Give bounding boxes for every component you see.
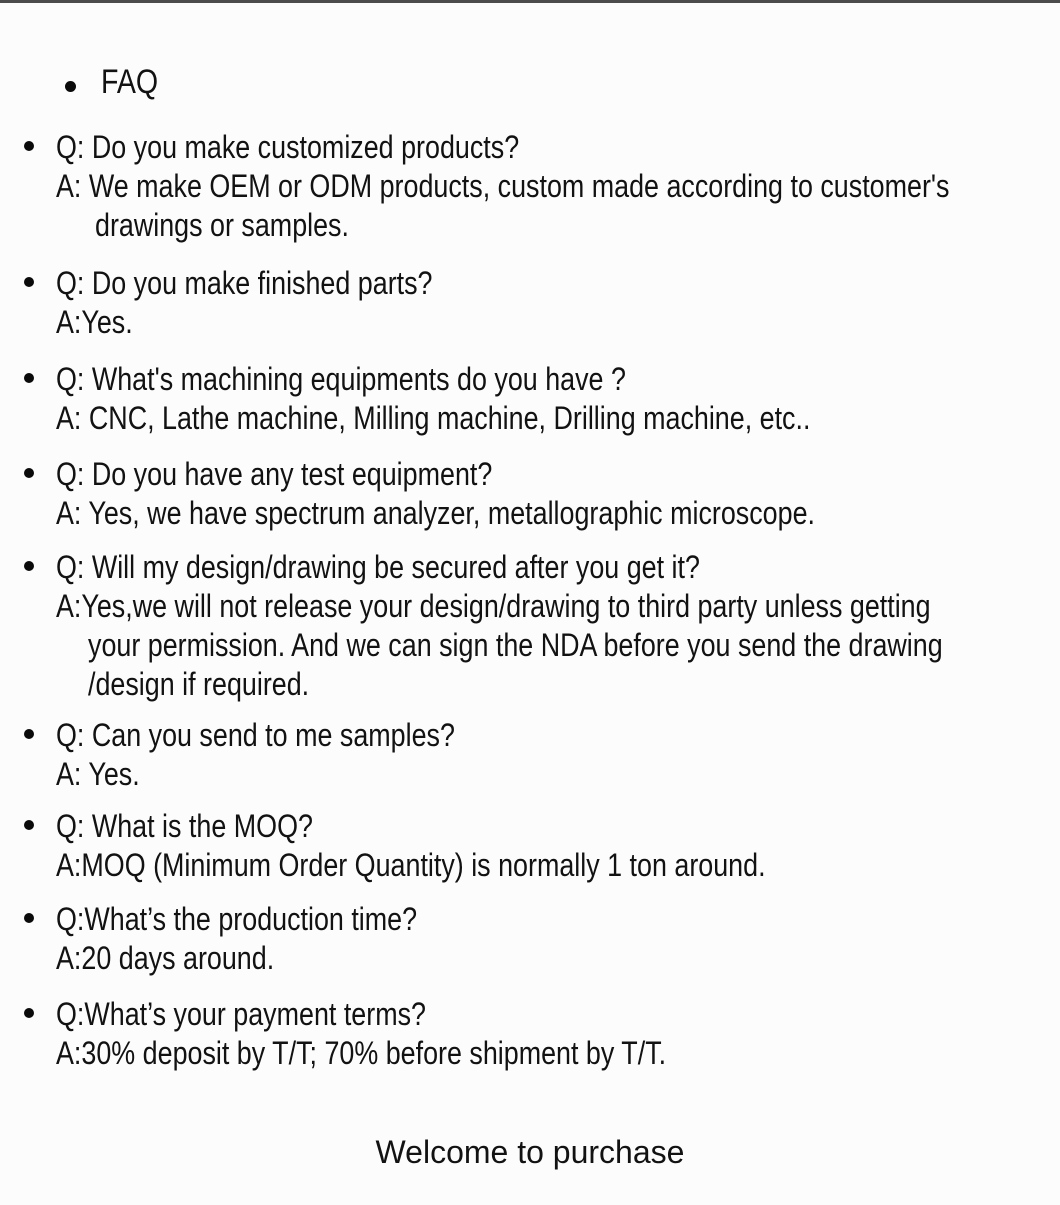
answer-text: A:MOQ (Minimum Order Quantity) is normally 1 ton around.: [56, 847, 766, 883]
answer-line: [56, 587, 1030, 626]
question-text: Q: Will my design/drawing be secured after you get it?: [56, 549, 700, 585]
question-line: [56, 455, 1030, 494]
answer-line: [56, 939, 1030, 978]
answer-text: drawings or samples.: [95, 207, 349, 243]
answer-text: A:30% deposit by T/T; 70% before shipment by T/T.: [56, 1035, 667, 1071]
faq-heading: [56, 62, 1030, 102]
qa-item-1: [56, 128, 1030, 245]
question-line: [56, 995, 1030, 1034]
question-line: [56, 807, 1030, 846]
answer-text: /design if required.: [88, 666, 310, 702]
question-text: Q: Do you have any test equipment?: [56, 456, 493, 492]
question-line: [56, 716, 1030, 755]
qa-item-9: [56, 995, 1030, 1073]
answer-line: [56, 494, 1030, 533]
question-text: Q: Do you make finished parts?: [56, 265, 433, 301]
question-line: [56, 900, 1030, 939]
question-text: Q:What’s the production time?: [56, 901, 418, 937]
answer-text: A: We make OEM or ODM products, custom made according to customer's: [56, 168, 950, 204]
bullet-icon: [24, 729, 34, 739]
bullet-icon: [24, 820, 34, 830]
qa-item-3: [56, 360, 1030, 438]
answer-text: A: CNC, Lathe machine, Milling machine, Drilling machine, etc..: [56, 400, 811, 436]
answer-line: [56, 755, 1030, 794]
answer-text: A:20 days around.: [56, 940, 275, 976]
question-text: Q: Can you send to me samples?: [56, 717, 455, 753]
bullet-icon: [24, 373, 34, 383]
question-text: Q: What is the MOQ?: [56, 808, 313, 844]
qa-item-8: [56, 900, 1030, 978]
question-line: [56, 360, 1030, 399]
bullet-icon: [24, 561, 34, 571]
qa-item-5: [56, 548, 1030, 704]
bullet-icon: [24, 277, 34, 287]
question-line: [56, 128, 1030, 167]
bullet-icon: [24, 913, 34, 923]
qa-item-6: [56, 716, 1030, 794]
answer-text: A:Yes.: [56, 304, 133, 340]
faq-heading-label: FAQ: [101, 63, 159, 101]
bullet-icon: [24, 141, 34, 151]
bullet-icon: [24, 468, 34, 478]
question-text: Q: What's machining equipments do you have ?: [56, 361, 626, 397]
answer-line: [56, 665, 1030, 704]
question-line: [56, 264, 1030, 303]
question-text: Q:What’s your payment terms?: [56, 996, 426, 1032]
answer-line: [56, 206, 1030, 245]
bullet-icon: [65, 81, 76, 92]
answer-line: [56, 399, 1030, 438]
bullet-icon: [24, 1008, 34, 1018]
question-line: [56, 548, 1030, 587]
answer-text: A:Yes,we will not release your design/drawing to third party unless getting: [56, 588, 931, 624]
answer-line: [56, 167, 1030, 206]
answer-text: A: Yes, we have spectrum analyzer, metallographic microscope.: [56, 495, 815, 531]
qa-item-4: [56, 455, 1030, 533]
answer-line: [56, 303, 1030, 342]
answer-text: A: Yes.: [56, 756, 140, 792]
answer-line: [56, 626, 1030, 665]
answer-line: [56, 1034, 1030, 1073]
question-text: Q: Do you make customized products?: [56, 129, 520, 165]
answer-text: your permission. And we can sign the NDA before you send the drawing: [88, 627, 943, 663]
qa-item-2: [56, 264, 1030, 342]
qa-item-7: [56, 807, 1030, 885]
faq-document: [0, 3, 1060, 1174]
answer-line: [56, 846, 1030, 885]
footer-text: Welcome to purchase: [375, 1134, 685, 1170]
